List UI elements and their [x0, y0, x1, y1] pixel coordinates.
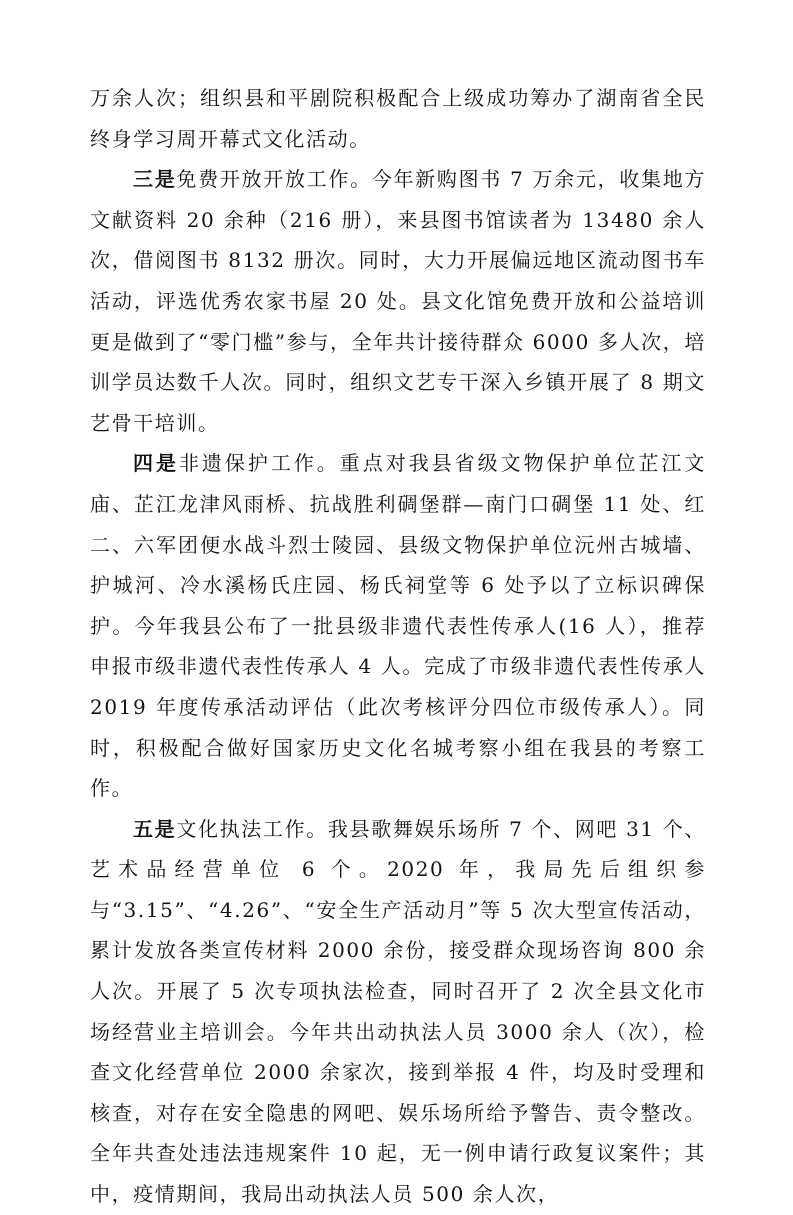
- paragraph-text: 万余人次；组织县和平剧院积极配合上级成功筹办了湖南省全民终身学习周开幕式文化活动。: [90, 86, 706, 151]
- paragraph-lead: 五是: [133, 816, 177, 841]
- paragraph-text: 文化执法工作。我县歌舞娱乐场所 7 个、网吧 31 个、艺术品经营单位 6 个。2020 年，我局先后组织参与“3.15”、“4.26”、“安全生产活动月”等 5 次大型宣传活动，累计发放各类宣传材料 2000 余份，接受群众现场咨询 800 余人次。开展了 5 次专项执法检查，同时召开了 2 次全县文化市场经营业主培训会。今年共出动执法人员 3000 余人（次），检查文化经营单位 2000 余家次，接到举报 4 件，均及时受理和核查，对存在安全隐患的网吧、娱乐场所给予警告、责令整改。全年共查处违法违规案件 10 起，无一例申请行政复议案件；其中，疫情期间，我局出动执法人员 500 余人次，: [90, 816, 706, 1207]
- paragraph-culture-enforcement: [90, 809, 706, 1215]
- paragraph-lead: 三是: [133, 167, 177, 192]
- paragraph-heritage-protection: [90, 443, 706, 808]
- paragraph-text: 免费开放开放工作。今年新购图书 7 万余元，收集地方文献资料 20 余种（216 册），来县图书馆读者为 13480 余人次，借阅图书 8132 册次。同时，大力开展偏远地区流动图书车活动，评选优秀农家书屋 20 处。县文化馆免费开放和公益培训更是做到了“零门槛”参与，全年共计接待群众 6000 多人次，培训学员达数千人次。同时，组织文艺专干深入乡镇开展了 8 期文艺骨干培训。: [90, 167, 706, 435]
- paragraph-free-opening: [90, 159, 706, 443]
- document-body: [90, 78, 706, 1215]
- paragraph-text: 非遗保护工作。重点对我县省级文物保护单位芷江文庙、芷江龙津风雨桥、抗战胜利碉堡群—南门口碉堡 11 处、红二、六军团便水战斗烈士陵园、县级文物保护单位沅州古城墙、护城河、冷水溪杨氏庄园、杨氏祠堂等 6 处予以了立标识碑保护。今年我县公布了一批县级非遗代表性传承人(16 人），推荐申报市级非遗代表性传承人 4 人。完成了市级非遗代表性传承人 2019 年度传承活动评估（此次考核评分四位市级传承人）。同时，积极配合做好国家历史文化名城考察小组在我县的考察工作。: [90, 451, 706, 801]
- paragraph-lead: 四是: [133, 451, 179, 476]
- paragraph-continuation: [90, 78, 706, 159]
